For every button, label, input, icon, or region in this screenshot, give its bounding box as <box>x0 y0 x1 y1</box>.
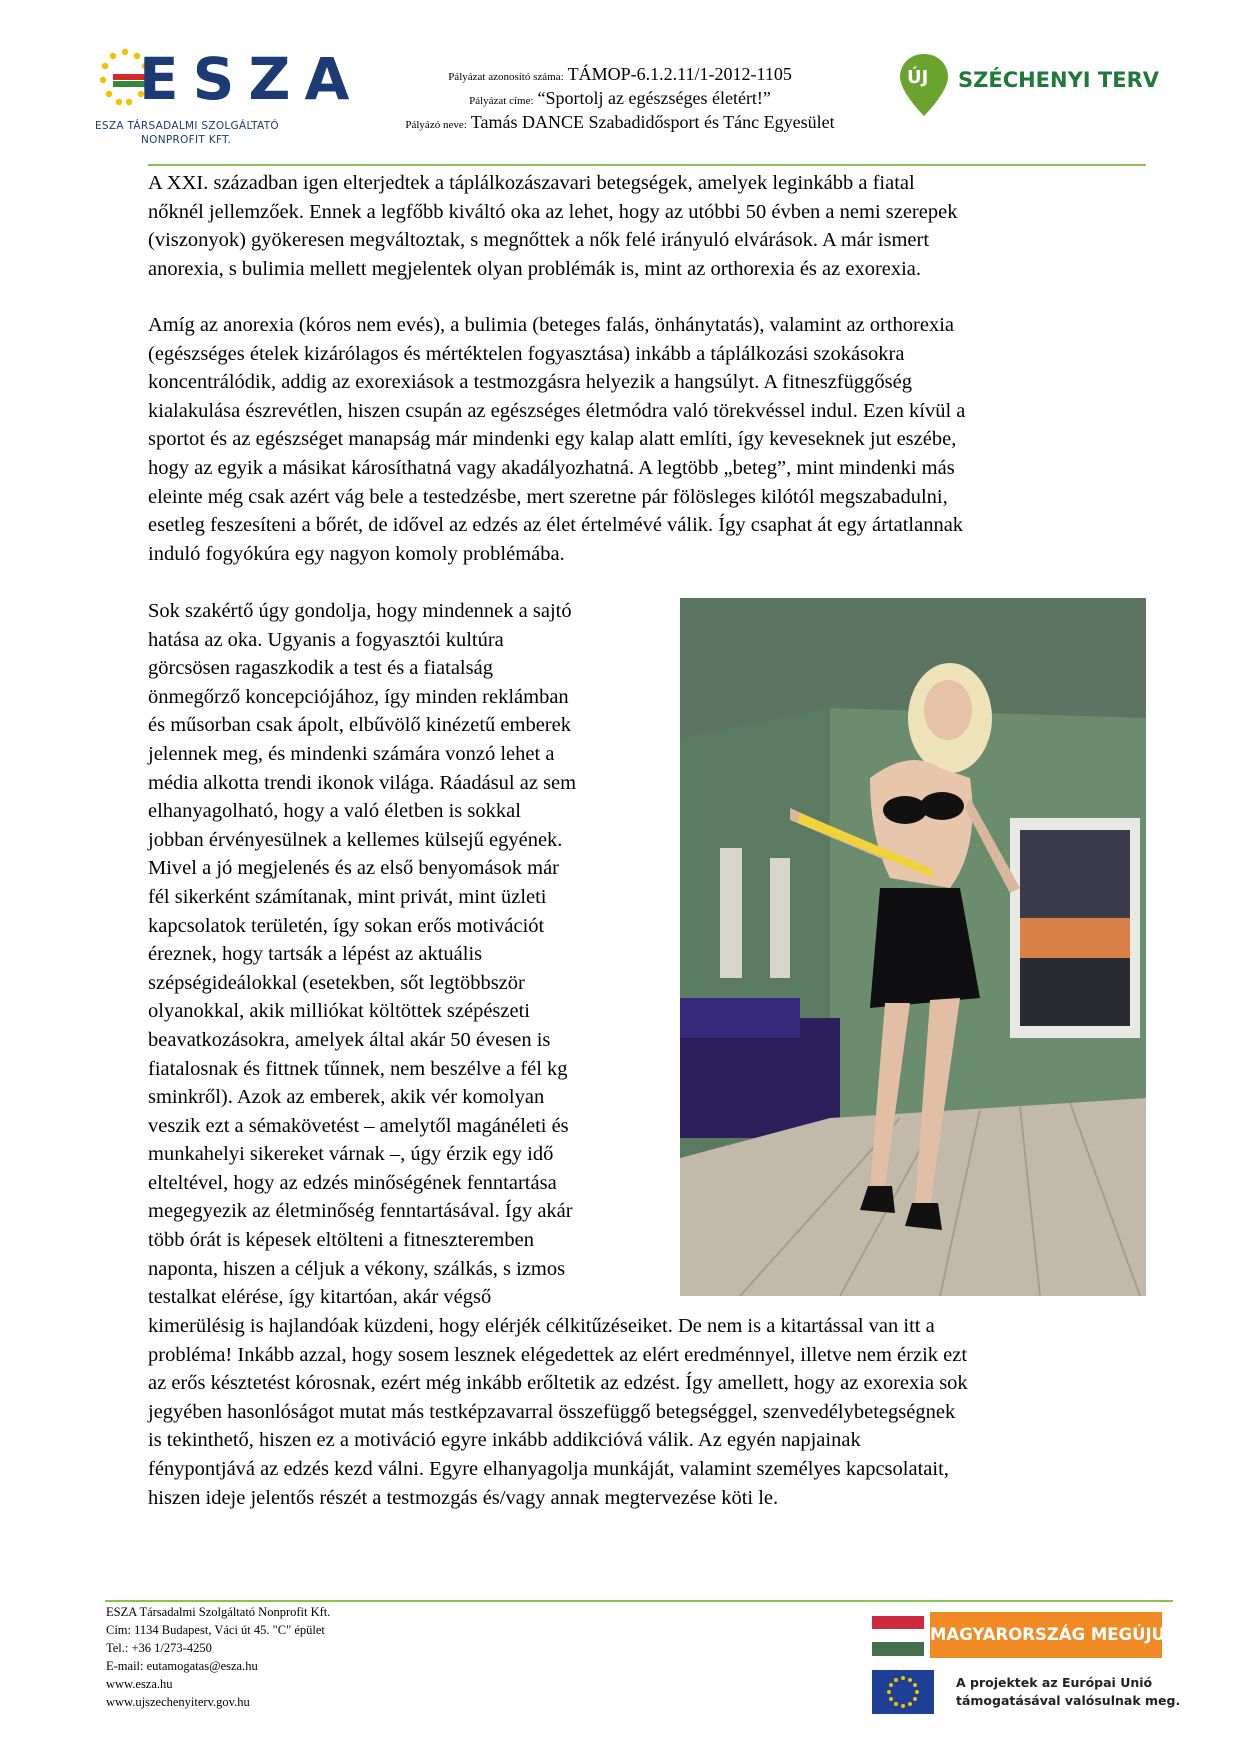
text-line: fiatalosnak és fittnek tűnnek, nem beszélve a fél kg <box>148 1057 568 1080</box>
text-line: testalkat elérése, így kitartóan, akár végső <box>148 1286 492 1309</box>
woman-measuring-waist-photo <box>680 598 1146 1296</box>
paragraph-3-narrow <box>148 597 576 1312</box>
eu-text-line2: támogatásával valósulnak meg. <box>956 1693 1181 1708</box>
szechenyi-badge: ÚJ <box>907 67 929 88</box>
text-line: elteltével, hogy az edzés minőségének fenntartása <box>148 1171 557 1194</box>
application-info <box>300 60 940 140</box>
text-line: induló fogyókúra egy nagyon komoly problémába. <box>148 542 565 565</box>
text-line: hatása az oka. Ugyanis a fogyasztói kultúra <box>148 628 504 651</box>
text-line: Amíg az anorexia (kóros nem evés), a bulimia (beteges falás, önhánytatás), valamint az orthorexia <box>148 314 955 336</box>
text-line: olyanokkal, akik milliókat költöttek szépészeti <box>148 1000 531 1023</box>
application-id-label: Pályázat azonosító száma: <box>448 71 564 83</box>
text-line: média alkotta trendi ikonok világa. Ráadásul az sem <box>148 771 577 794</box>
text-line: Sok szakértő úgy gondolja, hogy mindennek a sajtó <box>148 600 572 622</box>
text-line: kimerülésig is hajlandóak küzdeni, hogy elérjék célkitűzéseiket. De nem is a kitartással van itt a <box>148 1315 935 1337</box>
footer-address: Cím: 1134 Budapest, Váci út 45. "C" épület <box>106 1623 325 1637</box>
text-line: fénypontjává az edzés kezd válni. Egyre elhanyagolja munkáját, valamint személyes kapcsolatait, <box>148 1457 949 1480</box>
paragraph-1 <box>148 169 957 283</box>
text-line: (egészséges ételek kizárólagos és mértéktelen fogyasztása) inkább a táplálkozási szokásokra <box>148 342 905 365</box>
paragraph-2 <box>148 311 965 568</box>
text-line: kialakulása észrevétlen, hiszen csupán az egészséges életmódra való törekvéssel indul. Ezen kívül a <box>148 399 966 422</box>
text-line: több órát is képesek eltölteni a fitneszteremben <box>148 1229 534 1252</box>
eu-support-block <box>872 1670 1181 1720</box>
text-line: is tekinthető, hiszen ez a motiváció egyre inkább addikcióvá válik. Az egyén napjainak <box>148 1429 861 1452</box>
magyarorszag-megujul-banner <box>872 1610 1176 1660</box>
text-line: A XXI. században igen elterjedtek a táplálkozászavari betegségek, amelyek leginkább a fiatal <box>148 172 915 194</box>
paragraph-3-full <box>148 1312 968 1512</box>
text-line: esetleg feszesíteni a bőrét, de idővel az edzés az élet értelmévé válik. Így csaphat át egy ártatlannak <box>148 514 964 537</box>
szechenyi-wordmark: SZÉCHENYI TERV <box>958 68 1160 92</box>
text-line: eleinte még csak azért vág bele a testedzésbe, mert szeretne pár fölösleges kilótól megszabadulni, <box>148 485 948 508</box>
footer-divider <box>105 1600 1173 1602</box>
footer-phone: Tel.: +36 1/273-4250 <box>106 1641 212 1655</box>
esza-subtitle-line1: ESZA TÁRSADALMI SZOLGÁLTATÓ <box>95 120 280 132</box>
text-line: sminkről). Azok az emberek, akik vér komolyan <box>148 1086 545 1109</box>
text-line: görcsösen ragaszkodik a test és a fiatalság <box>148 657 493 680</box>
applicant-label: Pályázó neve: <box>405 119 467 131</box>
text-line: szépségideálokkal (esetekben, sőt legtöbbször <box>148 971 525 994</box>
application-title-label: Pályázat címe: <box>469 95 534 107</box>
szechenyi-terv-logo <box>898 52 1178 132</box>
footer-contact-info <box>106 1603 330 1711</box>
text-line: jegyében hasonlóságot mutat más testképzavarral összefüggő betegséggel, szenvedélybetegségnek <box>148 1400 956 1423</box>
esza-wordmark: ESZA <box>139 45 364 113</box>
text-line: koncentrálódik, addig az exorexiások a testmozgásra helyezik a hangsúlyt. A fitneszfüggőség <box>148 371 912 394</box>
text-line: kapcsolatok területén, így sokan erős motivációt <box>148 914 545 937</box>
text-line: és műsorban csak ápolt, elbűvölő kinézetű emberek <box>148 714 571 737</box>
text-line: jelennek meg, és mindenki számára vonzó lehet a <box>148 742 555 765</box>
text-line: Mivel a jó megjelenés és az első benyomások már <box>148 857 560 880</box>
footer-website-szechenyi[interactable]: www.ujszechenyiterv.gov.hu <box>106 1695 250 1709</box>
text-line: megegyezik az életminőség fenntartásával. Így akár <box>148 1200 573 1223</box>
text-line: beavatkozásokra, amelyek által akár 50 évesen is <box>148 1028 551 1051</box>
text-line: éreznek, hogy tartsák a lépést az aktuális <box>148 943 483 966</box>
banner-label: MAGYARORSZÁG MEGÚJUL <box>930 1612 1162 1658</box>
esza-subtitle-line2: NONPROFIT KFT. <box>141 134 232 146</box>
hungarian-flag-icon <box>872 1616 924 1656</box>
text-line: sportot és az egészséget manapság már mindenki egy kalap alatt említi, így keveseknek jut eszébe, <box>148 428 957 451</box>
text-line: munkahelyi sikereket várnak –, úgy érzik egy idő <box>148 1143 554 1166</box>
applicant-name: Tamás DANCE Szabadidősport és Tánc Egyesület <box>470 112 835 132</box>
text-line: (viszonyok) gyökeresen megváltoztak, s megnőttek a nők felé irányuló elvárások. A már ismert <box>148 229 930 252</box>
text-line: fél sikerként számítanak, mint privát, mint üzleti <box>148 885 547 908</box>
text-line: az erős késztetést kórosnak, ezért még inkább erőltetik az edzést. Így amellett, hogy az exorexia sok <box>148 1372 968 1395</box>
text-line: önmegőrző koncepciójához, így minden reklámban <box>148 685 569 708</box>
text-line: veszik ezt a sémakövetést – amelytől magánéleti és <box>148 1114 569 1137</box>
text-line: probléma! Inkább azzal, hogy sosem lesznek elégedettek az elért eredménnyel, illetve nem érzik ezt <box>148 1343 968 1366</box>
text-line: hogy az egyik a másikat károsíthatná vagy akadályozhatná. A legtöbb „beteg”, mint mindenki más <box>148 456 955 479</box>
eu-flag-icon <box>872 1670 934 1714</box>
text-line: elhanyagolható, hogy a való életben is sokkal <box>148 800 521 823</box>
esza-logo <box>95 44 364 146</box>
text-line: naponta, hiszen a céljuk a vékony, szálkás, s izmos <box>148 1257 566 1280</box>
footer-org-name: ESZA Társadalmi Szolgáltató Nonprofit Kft. <box>106 1605 331 1619</box>
eu-text-line1: A projektek az Európai Unió <box>956 1675 1153 1690</box>
text-line: anorexia, s bulimia mellett megjelentek olyan problémák is, mint az orthorexia és az exorexia. <box>148 257 922 280</box>
header-divider <box>148 164 1146 166</box>
text-line: jobban érvényesülnek a kellemes külsejű egyének. <box>148 828 563 851</box>
footer-website-esza[interactable]: www.esza.hu <box>106 1677 173 1691</box>
application-title: “Sportolj az egészséges életért!” <box>537 88 771 108</box>
application-id: TÁMOP-6.1.2.11/1-2012-1105 <box>567 64 792 84</box>
text-line: hiszen ideje jelentős részét a testmozgás és/vagy annak megtervezése köti le. <box>148 1486 779 1509</box>
footer-email[interactable]: E-mail: eutamogatas@esza.hu <box>106 1659 258 1673</box>
eu-support-text <box>956 1674 1180 1710</box>
text-line: nőknél jellemzőek. Ennek a legfőbb kiváltó oka az lehet, hogy az utóbbi 50 évben a nemi szerepek <box>148 200 958 223</box>
